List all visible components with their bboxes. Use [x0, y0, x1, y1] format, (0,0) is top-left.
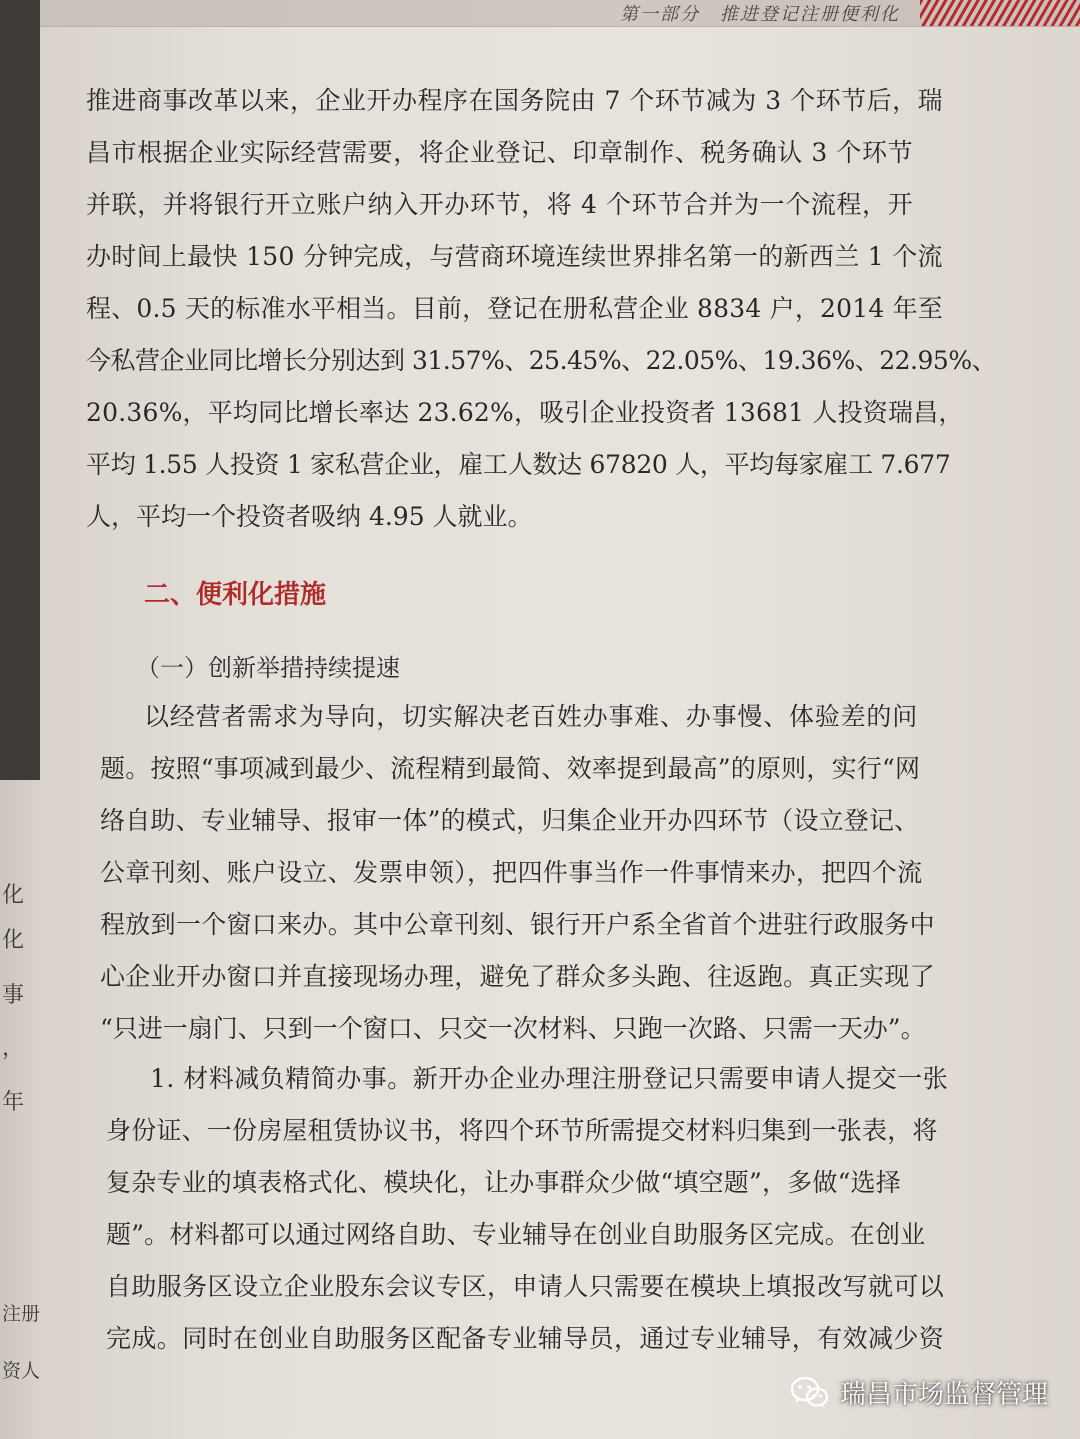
- body-line: 人，平均一个投资者吸纳 4.95 人就业。: [86, 502, 533, 531]
- facing-page-edge: [0, 780, 40, 1439]
- body-line: 复杂专业的填表格式化、模块化，让办事群众少做“填空题”，多做“选择: [106, 1168, 901, 1197]
- body-line: 以经营者需求为导向，切实解决老百姓办事难、办事慢、体验差的问: [144, 702, 919, 731]
- facing-page-fragment: 注册: [2, 1303, 40, 1325]
- body-line: 身份证、一份房屋租赁协议书，将四个环节所需提交材料归集到一张表，将: [106, 1116, 938, 1145]
- body-line: 并联，并将银行开立账户纳入开办环节，将 4 个环节合并为一个流程，开: [86, 190, 914, 219]
- body-line: 程放到一个窗口来办。其中公章刊刻、银行开户系全省首个进驻行政服务中: [100, 910, 935, 939]
- body-line: 推进商事改革以来，企业开办程序在国务院由 7 个环节减为 3 个环节后，瑞: [86, 86, 944, 115]
- account-watermark: [790, 1374, 1048, 1411]
- section-heading: 二、便利化措施: [144, 580, 327, 610]
- header-stripe-decoration: [920, 0, 1080, 26]
- book-page: [40, 0, 1080, 1439]
- body-line: 完成。同时在创业自助服务区配备专业辅导员，通过专业辅导，有效减少资: [106, 1324, 945, 1353]
- running-header: [40, 0, 1080, 27]
- body-line: 自助服务区设立企业股东会议专区，申请人只需要在模块上填报改写就可以: [106, 1272, 945, 1301]
- wechat-icon: [790, 1376, 830, 1410]
- body-line: 公章刊刻、账户设立、发票申领），把四件事当作一件事情来办，把四个流: [100, 858, 923, 887]
- body-line: 今私营企业同比增长分别达到 31.57%、25.45%、22.05%、19.36%、22.95%、: [86, 346, 997, 375]
- body-line: “只进一扇门、只到一个窗口、只交一次材料、只跑一次路、只需一天办”。: [100, 1014, 926, 1043]
- watermark-text: 瑞昌市场监督管理: [839, 1380, 1048, 1410]
- facing-page-fragment: ，: [2, 1036, 25, 1061]
- facing-page-fragment: 资人: [2, 1360, 40, 1382]
- body-line: 1. 材料减负精简办事。新开办企业办理注册登记只需要申请人提交一张: [150, 1064, 949, 1093]
- facing-page-fragment: 化: [2, 928, 25, 953]
- running-title: 第一部分 推进登记注册便利化: [620, 4, 900, 25]
- body-line: 昌市根据企业实际经营需要，将企业登记、印章制作、税务确认 3 个环节: [86, 138, 914, 167]
- body-line: 20.36%，平均同比增长率达 23.62%，吸引企业投资者 13681 人投资瑞昌，: [86, 398, 964, 427]
- body-line: 办时间上最快 150 分钟完成，与营商环境连续世界排名第一的新西兰 1 个流: [86, 242, 943, 271]
- body-line: 题。按照“事项减到最少、流程精到最简、效率提到最高”的原则，实行“网: [100, 754, 921, 783]
- body-line: 平均 1.55 人投资 1 家私营企业，雇工人数达 67820 人，平均每家雇工 7.677: [86, 450, 951, 479]
- facing-page-fragment: 事: [2, 983, 25, 1008]
- body-line: 程、0.5 天的标准水平相当。目前，登记在册私营企业 8834 户，2014 年至: [86, 294, 943, 323]
- body-line: 题”。材料都可以通过网络自助、专业辅导在创业自助服务区完成。在创业: [106, 1220, 926, 1249]
- subsection-heading: （一）创新举措持续提速: [136, 654, 400, 682]
- body-line: 心企业开办窗口并直接现场办理，避免了群众多头跑、往返跑。真正实现了: [100, 962, 935, 991]
- body-line: 络自助、专业辅导、报审一体”的模式，归集企业开办四环节（设立登记、: [100, 806, 920, 835]
- facing-page-fragment: 化: [2, 883, 25, 908]
- facing-page-fragment: 年: [2, 1090, 25, 1115]
